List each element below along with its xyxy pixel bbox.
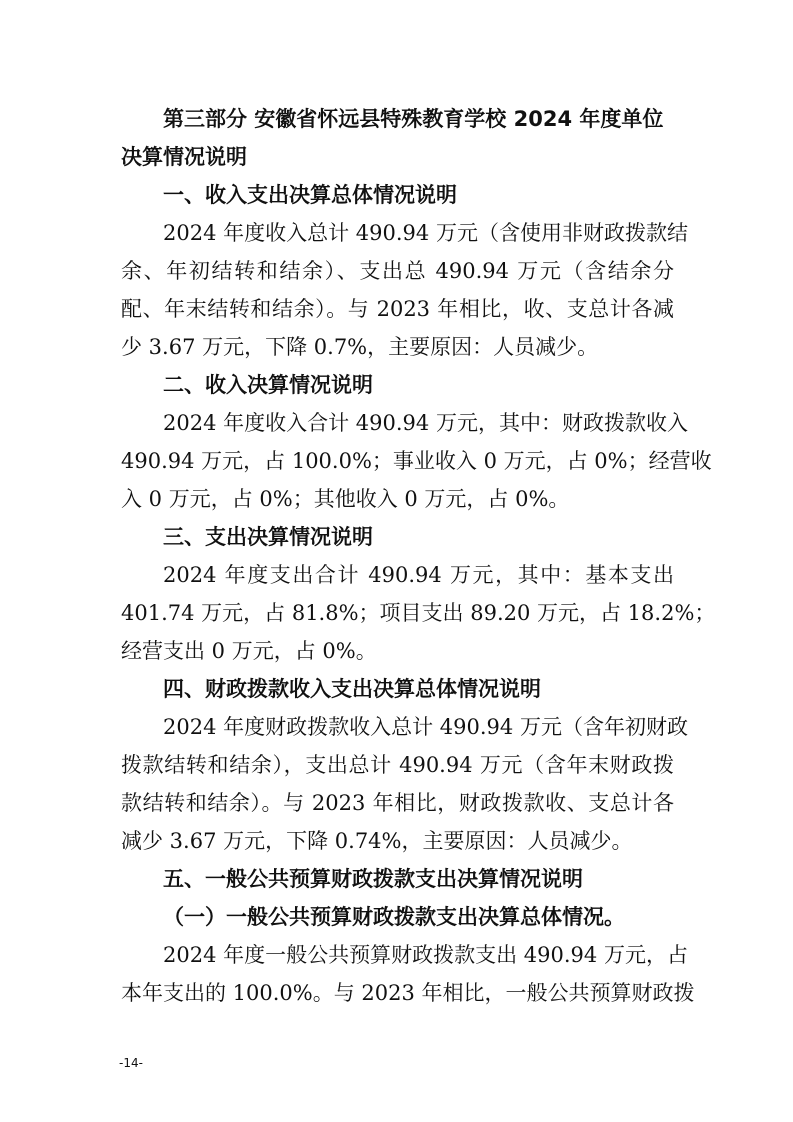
section-4-paragraph-line: 款结转和结余）。与 2023 年相比，财政拨款收、支总计各 [121,791,674,815]
section-4-paragraph-line: 2024 年度财政拨款收入总计 490.94 万元（含年初财政 [163,715,688,739]
section-5-paragraph-line: 2024 年度一般公共预算财政拨款支出 490.94 万元，占 [163,943,688,967]
section-2-paragraph-line: 2024 年度收入合计 490.94 万元，其中：财政拨款收入 [163,411,688,435]
page-number: -14- [119,1056,143,1070]
document-title-line-2: 决算情况说明 [121,145,247,169]
section-1-paragraph-line: 余、年初结转和结余）、支出总 490.94 万元（含结余分 [121,259,674,283]
section-1-paragraph-line: 2024 年度收入总计 490.94 万元（含使用非财政拨款结 [163,221,688,245]
section-1-paragraph-line: 少 3.67 万元，下降 0.7%，主要原因：人员减少。 [121,335,599,359]
section-1-heading: 一、收入支出决算总体情况说明 [163,183,457,207]
section-4-paragraph-line: 拨款结转和结余），支出总计 490.94 万元（含年末财政拨 [121,753,674,777]
section-4-paragraph-line: 减少 3.67 万元，下降 0.74%，主要原因：人员减少。 [121,829,633,853]
section-1-paragraph-line: 配、年末结转和结余）。与 2023 年相比，收、支总计各减 [121,297,674,321]
section-3-heading: 三、支出决算情况说明 [163,525,373,549]
section-3-paragraph-line: 401.74 万元，占 81.8%；项目支出 89.20 万元，占 18.2%； [121,601,716,625]
section-2-paragraph-line: 490.94 万元，占 100.0%；事业收入 0 万元，占 0%；经营收 [121,449,712,473]
section-5-subheading: （一）一般公共预算财政拨款支出决算总体情况。 [163,905,625,929]
section-5-heading: 五、一般公共预算财政拨款支出决算情况说明 [163,867,583,891]
section-3-paragraph-line: 经营支出 0 万元，占 0%。 [121,639,377,663]
section-4-heading: 四、财政拨款收入支出决算总体情况说明 [163,677,541,701]
section-3-paragraph-line: 2024 年度支出合计 490.94 万元，其中：基本支出 [163,563,674,587]
section-2-heading: 二、收入决算情况说明 [163,373,373,397]
section-2-paragraph-line: 入 0 万元，占 0%；其他收入 0 万元，占 0%。 [121,487,570,511]
document-title-line-1: 第三部分 安徽省怀远县特殊教育学校 2024 年度单位 [163,107,664,131]
section-5-paragraph-line: 本年支出的 100.0%。与 2023 年相比，一般公共预算财政拨 [121,981,695,1005]
